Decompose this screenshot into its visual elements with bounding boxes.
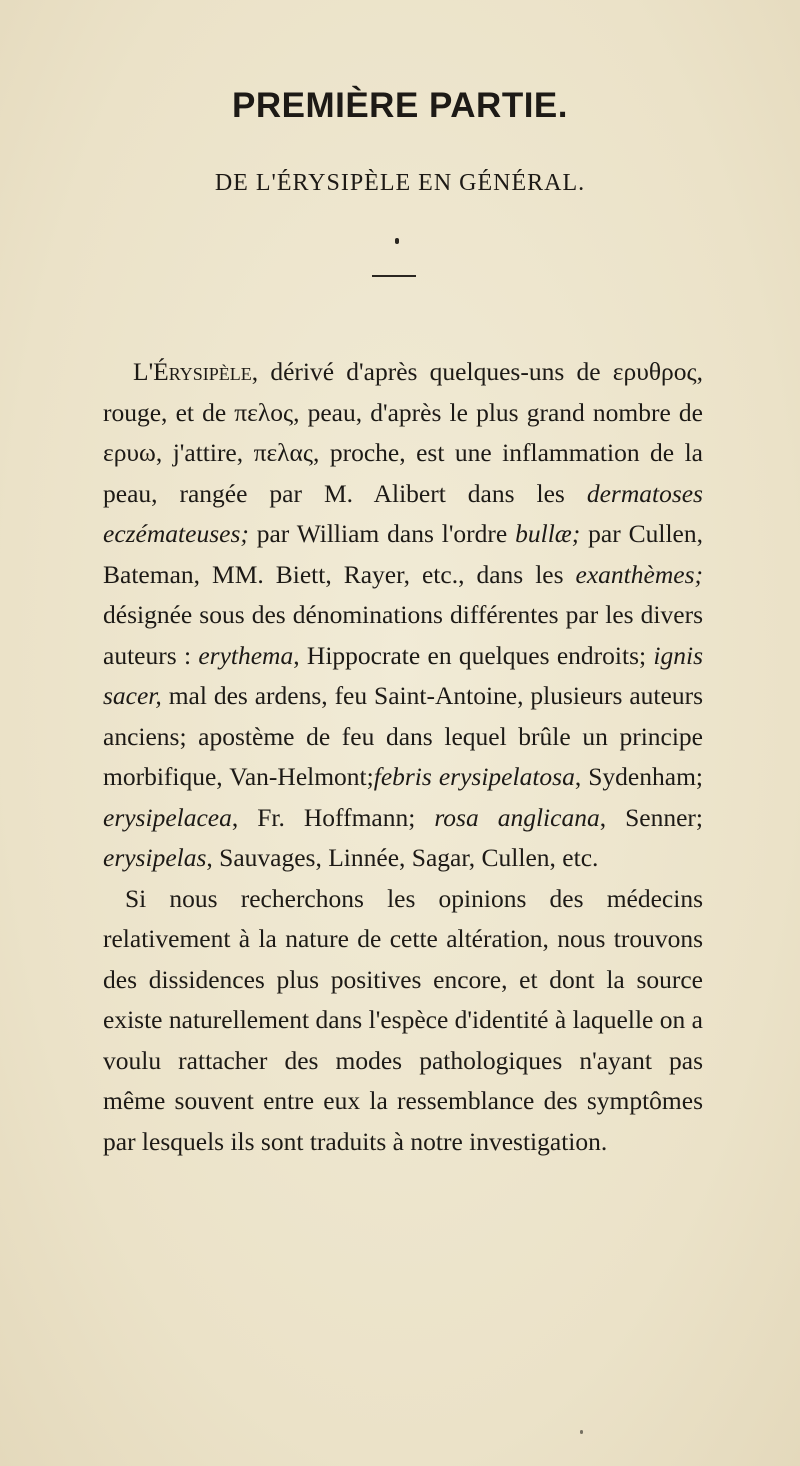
part-title: PREMIÈRE PARTIE.: [231, 86, 568, 125]
term-erysipelacea: erysipelacea: [103, 802, 232, 832]
term-erysipele: L'Érysipèle: [133, 357, 252, 386]
paragraph-2: Si nous recherchons les opinions des médecins relativement à la nature de cette altération, nous trouvons des dissidences plus positives encore, et dont la source existe naturellement dans l'espèce d'identité à laquelle on a voulu rattacher des modes pathologiques n'ayant pas même souvent entre eux la ressemblance des symptômes par lesquels ils sont traduits à notre investigation.: [103, 883, 703, 1156]
section-title: DE L'ÉRYSIPÈLE EN GÉNÉRAL.: [214, 170, 586, 196]
text-run: , dérivé d'après quelques-uns de ερυθρος, rouge, et de πελος, peau, d'après le plus grand nombre de ερυω, j'attire, πελας, proche, est une inflammation de la peau, rangée par M. Alibert dans les: [103, 357, 703, 508]
text-run: mal des ardens, feu Saint-Antoine, plusieurs auteurs anciens; apostème de feu dans lequel brûle un principe morbifique, Van-Helmont;: [103, 681, 703, 791]
term-febris: febris erysipelatosa: [373, 762, 575, 791]
text-run: , Senner;: [599, 802, 703, 832]
term-dermatoses: dermatoses eczémateuses;: [103, 478, 703, 548]
text-run: désignée sous des dénominations différentes par les divers auteurs :: [103, 600, 703, 670]
ink-speck: [395, 238, 399, 244]
text-run: par William dans l'ordre: [248, 519, 516, 548]
text-run: par Cullen, Bateman, MM. Biett, Rayer, etc., dans les: [103, 519, 703, 589]
ink-speck: [580, 1430, 583, 1434]
term-rosa-anglicana: rosa anglicana: [434, 802, 600, 832]
term-erythema: erythema: [198, 640, 294, 670]
term-erysipelas: erysipelas: [103, 843, 207, 872]
term-bullae: bullæ;: [515, 519, 581, 548]
text-run: , Sauvages, Linnée, Sagar, Cullen, etc.: [206, 843, 599, 872]
term-ignis-sacer: ignis sacer,: [103, 640, 703, 710]
text-run: , Fr. Hoffmann;: [231, 802, 435, 832]
section-divider: [372, 275, 416, 277]
body-text: [103, 352, 703, 1162]
term-exanthemes: exanthèmes;: [575, 559, 703, 589]
text-run: , Hippocrate en quelques endroits;: [293, 640, 654, 670]
text-run: , Sydenham;: [574, 762, 703, 791]
paragraph-1: [103, 352, 703, 879]
